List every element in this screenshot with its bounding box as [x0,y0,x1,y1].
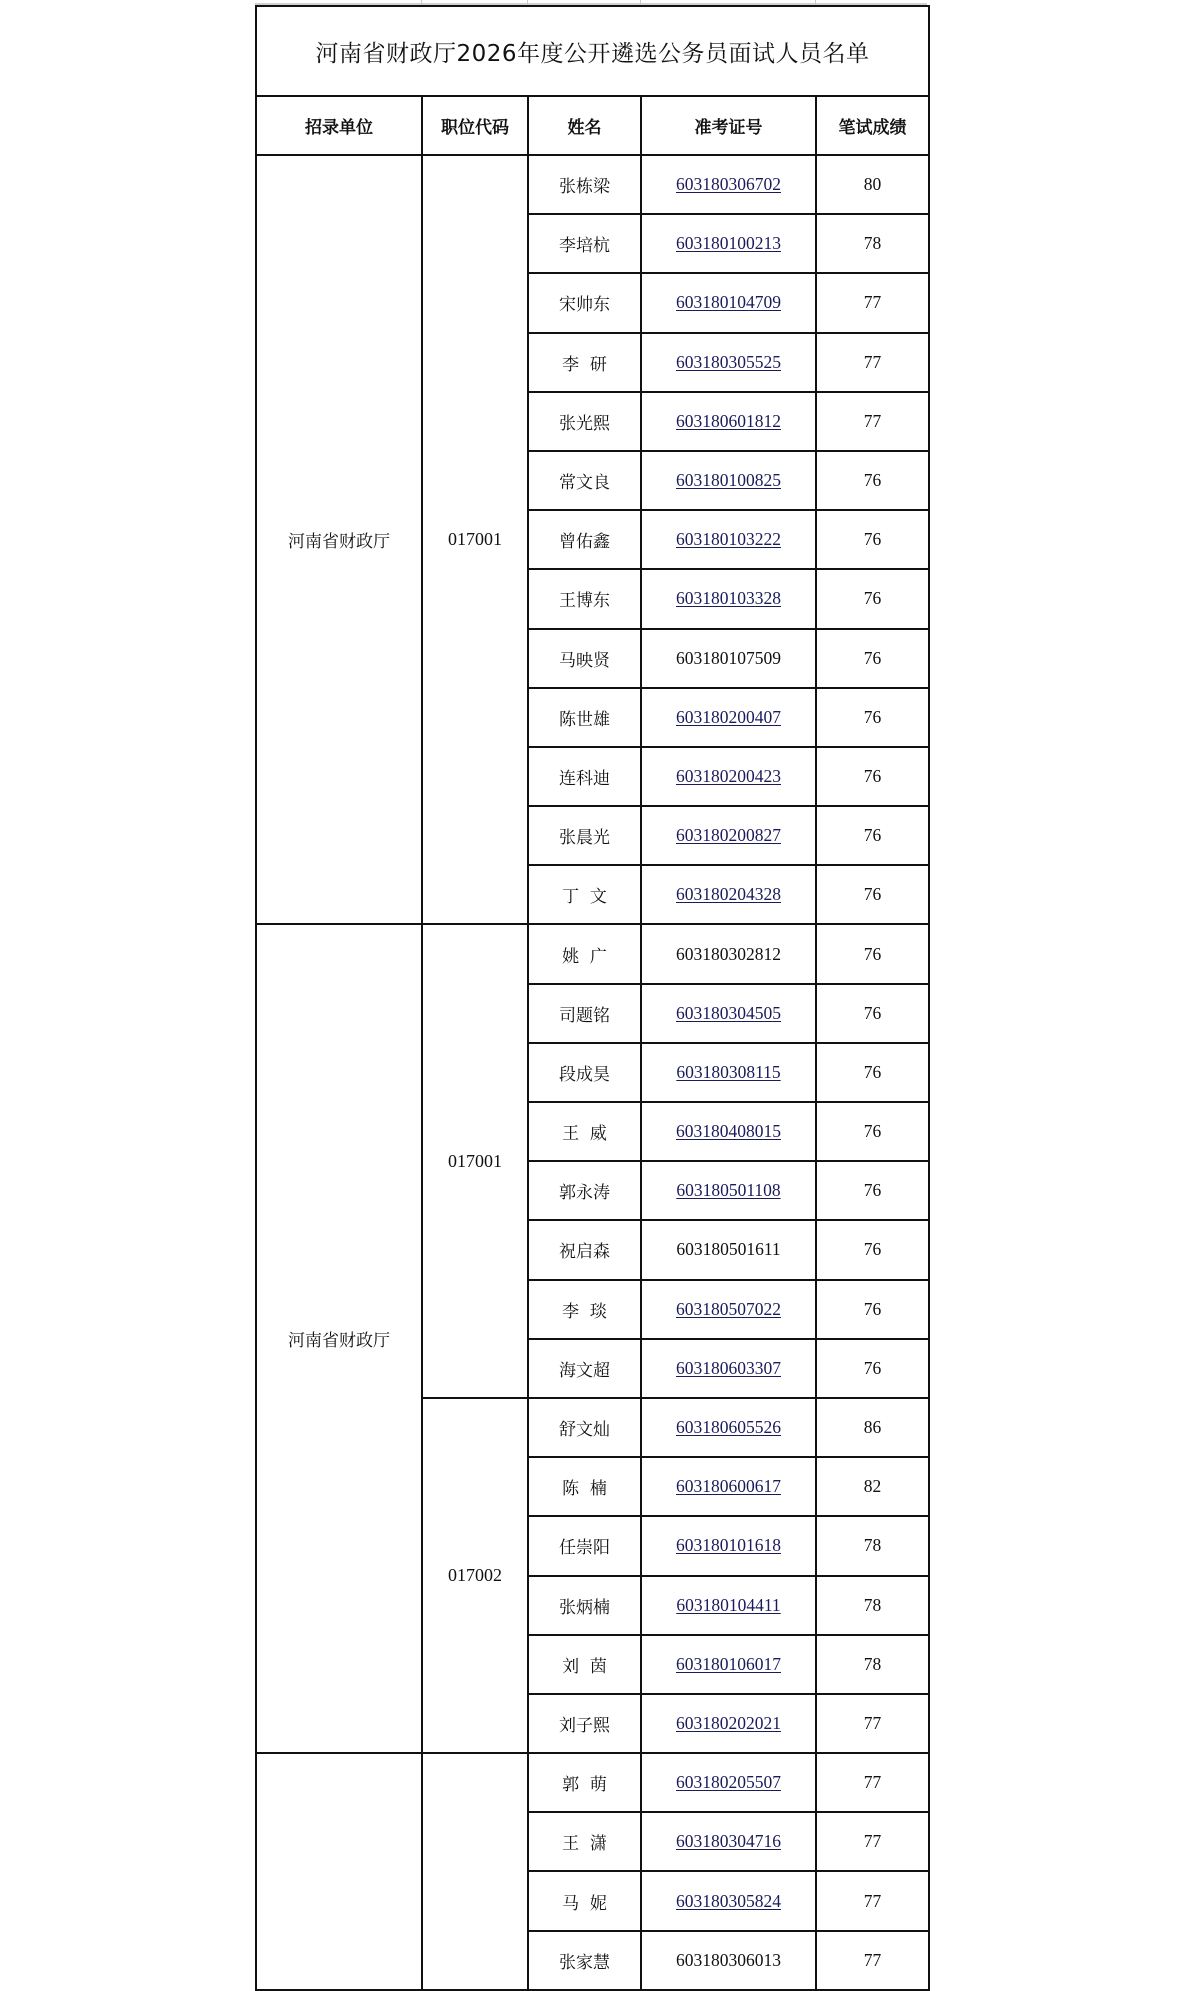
candidate-name-cell: 马 妮 [528,1871,641,1930]
candidate-name-cell: 姚 广 [528,924,641,983]
position-code-cell: 017001 [422,155,528,924]
exam-id-cell [641,1812,816,1871]
exam-id-cell [641,510,816,569]
exam-id-link[interactable]: 603180304716 [676,1831,781,1852]
exam-id-link[interactable]: 603180308115 [676,1061,781,1082]
candidate-name-cell: 张光熙 [528,392,641,451]
recruiting-unit-cell: 河南省财政厅 [256,924,422,1753]
table-row [256,155,929,214]
written-score-cell: 77 [816,1871,929,1930]
exam-id-cell [641,451,816,510]
exam-id-text: 603180501611 [676,1239,781,1260]
exam-id-cell [641,1753,816,1812]
exam-id-link[interactable]: 603180103222 [676,529,781,550]
exam-id-cell [641,1220,816,1279]
position-code-cell [422,1753,528,1990]
exam-id-cell [641,155,816,214]
exam-id-cell [641,1102,816,1161]
candidate-name-cell: 段成昊 [528,1043,641,1102]
written-score-cell: 76 [816,451,929,510]
candidate-name-cell: 常文良 [528,451,641,510]
exam-id-cell [641,1516,816,1575]
written-score-cell: 76 [816,806,929,865]
candidate-name-cell: 郭 萌 [528,1753,641,1812]
candidate-name-cell: 郭永涛 [528,1161,641,1220]
candidate-name-cell: 李培杭 [528,214,641,273]
exam-id-text: 603180302812 [676,943,781,964]
column-header-name: 姓名 [528,96,641,155]
candidate-name-cell: 张栋梁 [528,155,641,214]
column-header-unit: 招录单位 [256,96,422,155]
position-code-cell: 017002 [422,1398,528,1753]
written-score-cell: 76 [816,747,929,806]
written-score-cell: 76 [816,1339,929,1398]
exam-id-cell [641,1457,816,1516]
written-score-cell: 86 [816,1398,929,1457]
column-header-exam-id: 准考证号 [641,96,816,155]
candidate-name-cell: 司题铭 [528,984,641,1043]
exam-id-link[interactable]: 603180200407 [676,706,781,727]
written-score-cell: 76 [816,984,929,1043]
written-score-cell: 77 [816,273,929,332]
table-body [256,155,929,1990]
exam-id-link[interactable]: 603180106017 [676,1653,781,1674]
exam-id-link[interactable]: 603180304505 [676,1002,781,1023]
recruiting-unit-cell [256,1753,422,1990]
exam-id-link[interactable]: 603180600617 [676,1476,781,1497]
exam-id-cell [641,924,816,983]
candidate-name-cell: 舒文灿 [528,1398,641,1457]
written-score-cell: 77 [816,333,929,392]
exam-id-link[interactable]: 603180305824 [676,1890,781,1911]
written-score-cell: 77 [816,1931,929,1990]
exam-id-cell [641,273,816,332]
candidate-name-cell: 丁 文 [528,865,641,924]
exam-id-link[interactable]: 603180605526 [676,1417,781,1438]
exam-id-cell [641,1576,816,1635]
written-score-cell: 76 [816,1220,929,1279]
candidate-name-cell: 刘 茵 [528,1635,641,1694]
exam-id-cell [641,629,816,688]
candidate-name-cell: 王 潇 [528,1812,641,1871]
exam-id-link[interactable]: 603180104411 [676,1594,781,1615]
exam-id-link[interactable]: 603180200423 [676,765,781,786]
exam-id-link[interactable]: 603180306702 [676,174,781,195]
written-score-cell: 77 [816,1694,929,1753]
exam-id-cell [641,1339,816,1398]
column-header-written-score: 笔试成绩 [816,96,929,155]
candidate-name-cell: 王博东 [528,569,641,628]
exam-id-cell [641,1161,816,1220]
exam-id-cell [641,1931,816,1990]
exam-id-link[interactable]: 603180200827 [676,825,781,846]
candidate-name-cell: 李 研 [528,333,641,392]
exam-id-link[interactable]: 603180204328 [676,884,781,905]
exam-id-link[interactable]: 603180603307 [676,1357,781,1378]
written-score-cell: 82 [816,1457,929,1516]
written-score-cell: 76 [816,629,929,688]
candidate-name-cell: 张晨光 [528,806,641,865]
exam-id-link[interactable]: 603180100825 [676,470,781,491]
written-score-cell: 76 [816,688,929,747]
exam-id-cell [641,392,816,451]
written-score-cell: 76 [816,510,929,569]
written-score-cell: 78 [816,214,929,273]
written-score-cell: 76 [816,865,929,924]
exam-id-cell [641,688,816,747]
written-score-cell: 77 [816,1812,929,1871]
exam-id-cell [641,1398,816,1457]
candidate-name-cell: 宋帅东 [528,273,641,332]
document-title: 河南省财政厅2026年度公开遴选公务员面试人员名单 [256,6,929,96]
interview-list-table [255,5,930,1991]
written-score-cell: 76 [816,924,929,983]
written-score-cell: 77 [816,1753,929,1812]
exam-id-cell [641,214,816,273]
candidate-name-cell: 祝启森 [528,1220,641,1279]
candidate-name-cell: 连科迪 [528,747,641,806]
exam-id-link[interactable]: 603180601812 [676,410,781,431]
exam-id-link[interactable]: 603180202021 [676,1712,781,1733]
exam-id-cell [641,747,816,806]
written-score-cell: 76 [816,1161,929,1220]
candidate-name-cell: 陈 楠 [528,1457,641,1516]
written-score-cell: 78 [816,1516,929,1575]
candidate-name-cell: 曾佑鑫 [528,510,641,569]
exam-id-cell [641,333,816,392]
exam-id-cell [641,1694,816,1753]
written-score-cell: 76 [816,1102,929,1161]
candidate-name-cell: 海文超 [528,1339,641,1398]
exam-id-cell [641,806,816,865]
written-score-cell: 78 [816,1635,929,1694]
exam-id-link[interactable]: 603180103328 [676,588,781,609]
exam-id-text: 603180306013 [676,1949,781,1970]
exam-id-link[interactable]: 603180205507 [676,1772,781,1793]
candidate-name-cell: 任崇阳 [528,1516,641,1575]
table-row [256,924,929,983]
written-score-cell: 76 [816,1280,929,1339]
exam-id-cell [641,984,816,1043]
exam-id-link[interactable]: 603180101618 [676,1535,781,1556]
candidate-name-cell: 王 威 [528,1102,641,1161]
written-score-cell: 76 [816,569,929,628]
candidate-name-cell: 张家慧 [528,1931,641,1990]
exam-id-link[interactable]: 603180100213 [676,233,781,254]
exam-id-cell [641,865,816,924]
column-header-position-code: 职位代码 [422,96,528,155]
written-score-cell: 77 [816,392,929,451]
exam-id-cell [641,1280,816,1339]
exam-id-link[interactable]: 603180501108 [676,1180,781,1201]
exam-id-cell [641,1635,816,1694]
exam-id-cell [641,569,816,628]
exam-id-link[interactable]: 603180104709 [676,292,781,313]
written-score-cell: 76 [816,1043,929,1102]
candidate-name-cell: 刘子熙 [528,1694,641,1753]
candidate-name-cell: 陈世雄 [528,688,641,747]
exam-id-link[interactable]: 603180507022 [676,1298,781,1319]
candidate-name-cell: 马映贤 [528,629,641,688]
written-score-cell: 80 [816,155,929,214]
exam-id-cell [641,1043,816,1102]
written-score-cell: 78 [816,1576,929,1635]
exam-id-link[interactable]: 603180408015 [676,1121,781,1142]
position-code-cell: 017001 [422,924,528,1398]
exam-id-link[interactable]: 603180305525 [676,351,781,372]
exam-id-text: 603180107509 [676,647,781,668]
recruiting-unit-cell: 河南省财政厅 [256,155,422,924]
candidate-name-cell: 张炳楠 [528,1576,641,1635]
table-header-row [256,96,929,155]
table-row [256,1753,929,1812]
exam-id-cell [641,1871,816,1930]
candidate-name-cell: 李 琰 [528,1280,641,1339]
